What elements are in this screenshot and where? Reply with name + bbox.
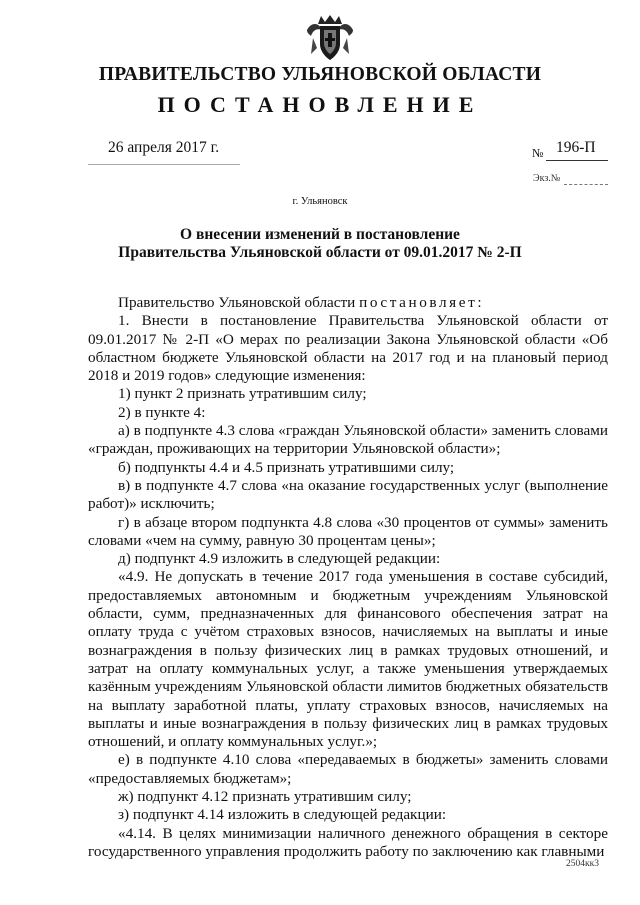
footer-code: 2504кк3 — [566, 859, 599, 869]
date-underline — [88, 164, 240, 165]
city: г. Ульяновск — [292, 196, 348, 207]
body-paragraph: в) в подпункте 4.7 слова «на оказание государственных услуг (выполнение работ)» исключить; — [88, 476, 608, 513]
coat-of-arms-emblem — [305, 14, 355, 62]
intro-verb: постановляет: — [359, 294, 485, 311]
body-paragraph: е) в подпункте 4.10 слова «передаваемых в бюджеты» заменить словами «предоставляемых бюджетам»; — [88, 751, 608, 787]
intro-prefix: Правительство Ульяновской области — [118, 294, 356, 311]
body-paragraph: 2) в пункте 4: — [118, 403, 206, 421]
copy-number-label: Экз.№ — [533, 173, 561, 184]
body-paragraph: г) в абзаце втором подпункта 4.8 слова «30 процентов от суммы» заменить словами «чем на сумму, равную 30 процентам цены»; — [88, 513, 608, 549]
document-type-title: ПОСТАНОВЛЕНИЕ — [157, 92, 483, 117]
body-paragraph: «4.9. Не допускать в течение 2017 года уменьшения в составе субсидий, предоставляемых автономным и бюджетным учреждениям Ульяновской области, сумм, предназначенных для финансового обеспечения затрат на оплату труда с учётом страховых взносов, начисляемых на выплаты и иные вознаграждения в пользу физических лиц в рамках трудовых отношений, и затрат на оплату коммунальных услуг, а также уменьшения утверждаемых казённым учреждениям Ульяновской области лимитов бюджетных обязательств на выплату заработной платы, уплату страховых взносов, начисляемых на выплаты и иные вознаграждения в пользу физических лиц в рамках трудовых отношений, и оплату коммунальных услуг.»; — [88, 568, 608, 751]
subject-line-1: О внесении изменений в постановление — [180, 226, 460, 243]
number-sign: № — [532, 146, 544, 160]
body-paragraph: ж) подпункт 4.12 признать утратившим силу; — [118, 788, 412, 806]
body-paragraph: б) подпункты 4.4 и 4.5 признать утратившими силу; — [118, 458, 455, 476]
body-paragraph: «4.14. В целях минимизации наличного денежного обращения в секторе государственного управления продолжить работу по заключению как главными — [88, 824, 608, 860]
intro-paragraph — [88, 294, 608, 312]
body-paragraph: а) в подпункте 4.3 слова «граждан Ульяновской области» заменить словами «граждан, проживающих на территории Ульяновской области»; — [88, 422, 608, 458]
subject-line-2: Правительства Ульяновской области от 09.01.2017 № 2-П — [118, 244, 522, 261]
copy-number-line — [564, 184, 608, 185]
body-paragraph: 1) пункт 2 признать утратившим силу; — [118, 385, 367, 403]
number-underline — [546, 160, 608, 161]
body-paragraph: д) подпункт 4.9 изложить в следующей редакции: — [118, 550, 441, 568]
government-title: ПРАВИТЕЛЬСТВО УЛЬЯНОВСКОЙ ОБЛАСТИ — [98, 64, 542, 85]
decree-date: 26 апреля 2017 г. — [108, 139, 220, 156]
body-paragraph: з) подпункт 4.14 изложить в следующей редакции: — [118, 806, 447, 824]
document-body — [88, 294, 608, 861]
body-paragraph: 1. Внести в постановление Правительства Ульяновской области от 09.01.2017 № 2-П «О мерах по реализации Закона Ульяновской области «Об областном бюджете Ульяновской области на 2017 год и на плановый период 2018 и 2019 годов» следующие изменения: — [88, 312, 608, 385]
decree-number: 196-П — [556, 139, 596, 156]
